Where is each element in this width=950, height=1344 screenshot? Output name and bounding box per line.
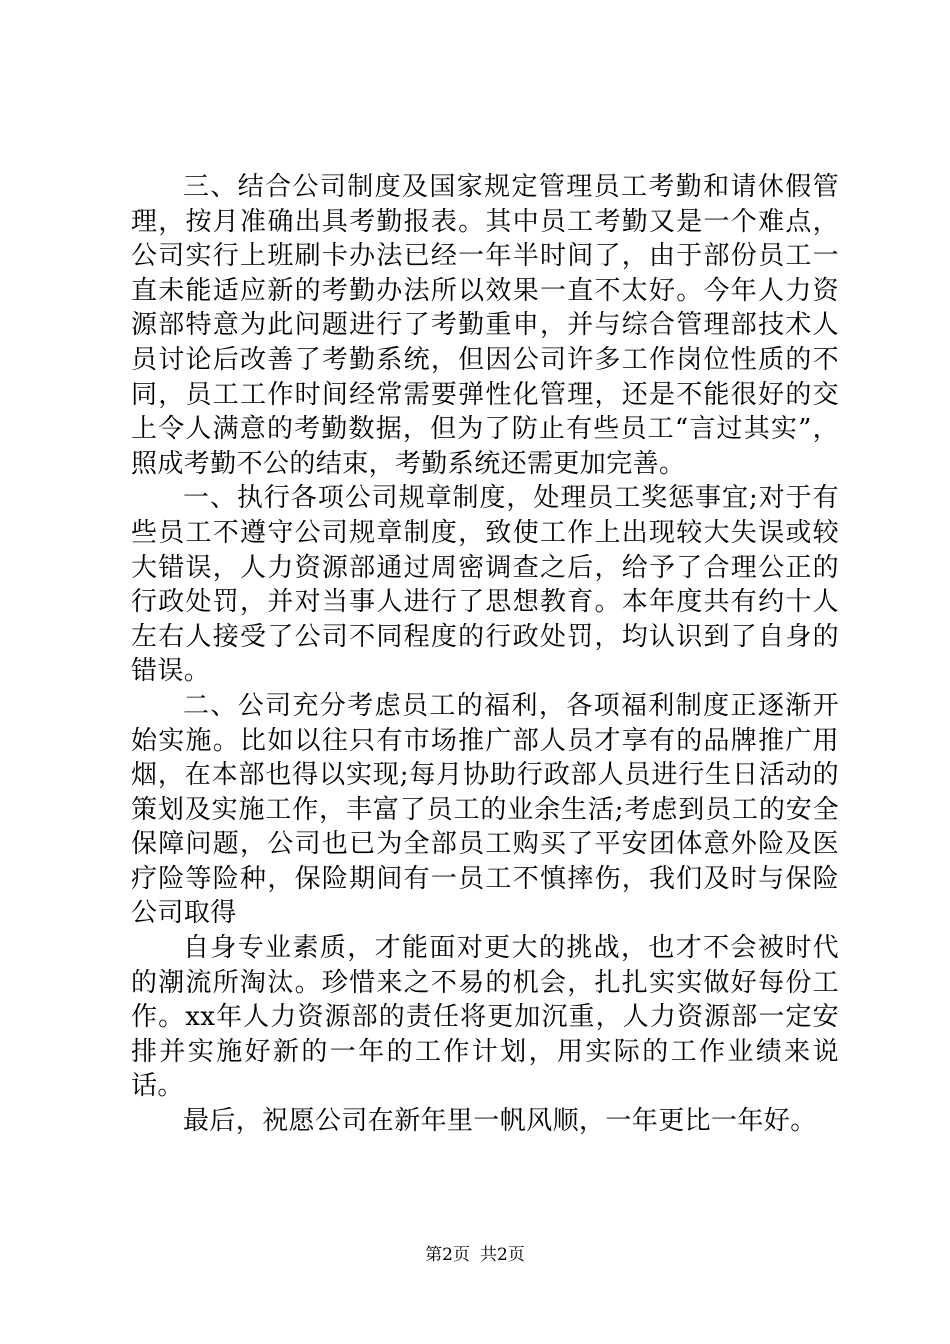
paragraph-self-improvement: 自身专业素质，才能面对更大的挑战，也才不会被时代的潮流所淘汰。珍惜来之不易的机会，扎扎实实做好每份工作。xx年人力资源部的责任将更加沉重，人力资源部一定安排并实施好新的一年的工作计划，用实际的工作业绩来说话。	[131, 933, 839, 1102]
page-footer	[0, 1243, 950, 1267]
paragraph-rules-discipline: 一、执行各项公司规章制度，处理员工奖惩事宜;对于有些员工不遵守公司规章制度，致使工作上出现较大失误或较大错误，人力资源部通过周密调查之后，给予了合理公正的行政处罚，并对当事人进行了思想教育。本年度共有约十人左右人接受了公司不同程度的行政处罚，均认识到了自身的错误。	[131, 483, 839, 687]
paragraph-attendance: 三、结合公司制度及国家规定管理员工考勤和请休假管理，按月准确出具考勤报表。其中员工考勤又是一个难点，公司实行上班刷卡办法已经一年半时间了，由于部份员工一直未能适应新的考勤办法所以效果一直不太好。今年人力资源部特意为此问题进行了考勤重申，并与综合管理部技术人员讨论后改善了考勤系统，但因公司许多工作岗位性质的不同，员工工作时间经常需要弹性化管理，还是不能很好的交上令人满意的考勤数据，但为了防止有些员工“言过其实”，照成考勤不公的结束，考勤系统还需更加完善。	[131, 172, 839, 479]
paragraph-closing-wish: 最后，祝愿公司在新年里一帆风顺，一年更比一年好。	[183, 1106, 817, 1137]
page-number-current: 第2页	[425, 1245, 470, 1265]
paragraph-welfare: 二、公司充分考虑员工的福利，各项福利制度正逐渐开始实施。比如以往只有市场推广部人员才享有的品牌推广用烟，在本部也得以实现;每月协助行政部人员进行生日活动的策划及实施工作，丰富了员工的业余生活;考虑到员工的安全保障问题，公司也已为全部员工购买了平安团体意外险及医疗险等险种，保险期间有一员工不慎摔伤，我们及时与保险公司取得	[131, 690, 839, 929]
document-body	[131, 170, 839, 1139]
page-number-total: 共2页	[480, 1245, 525, 1265]
